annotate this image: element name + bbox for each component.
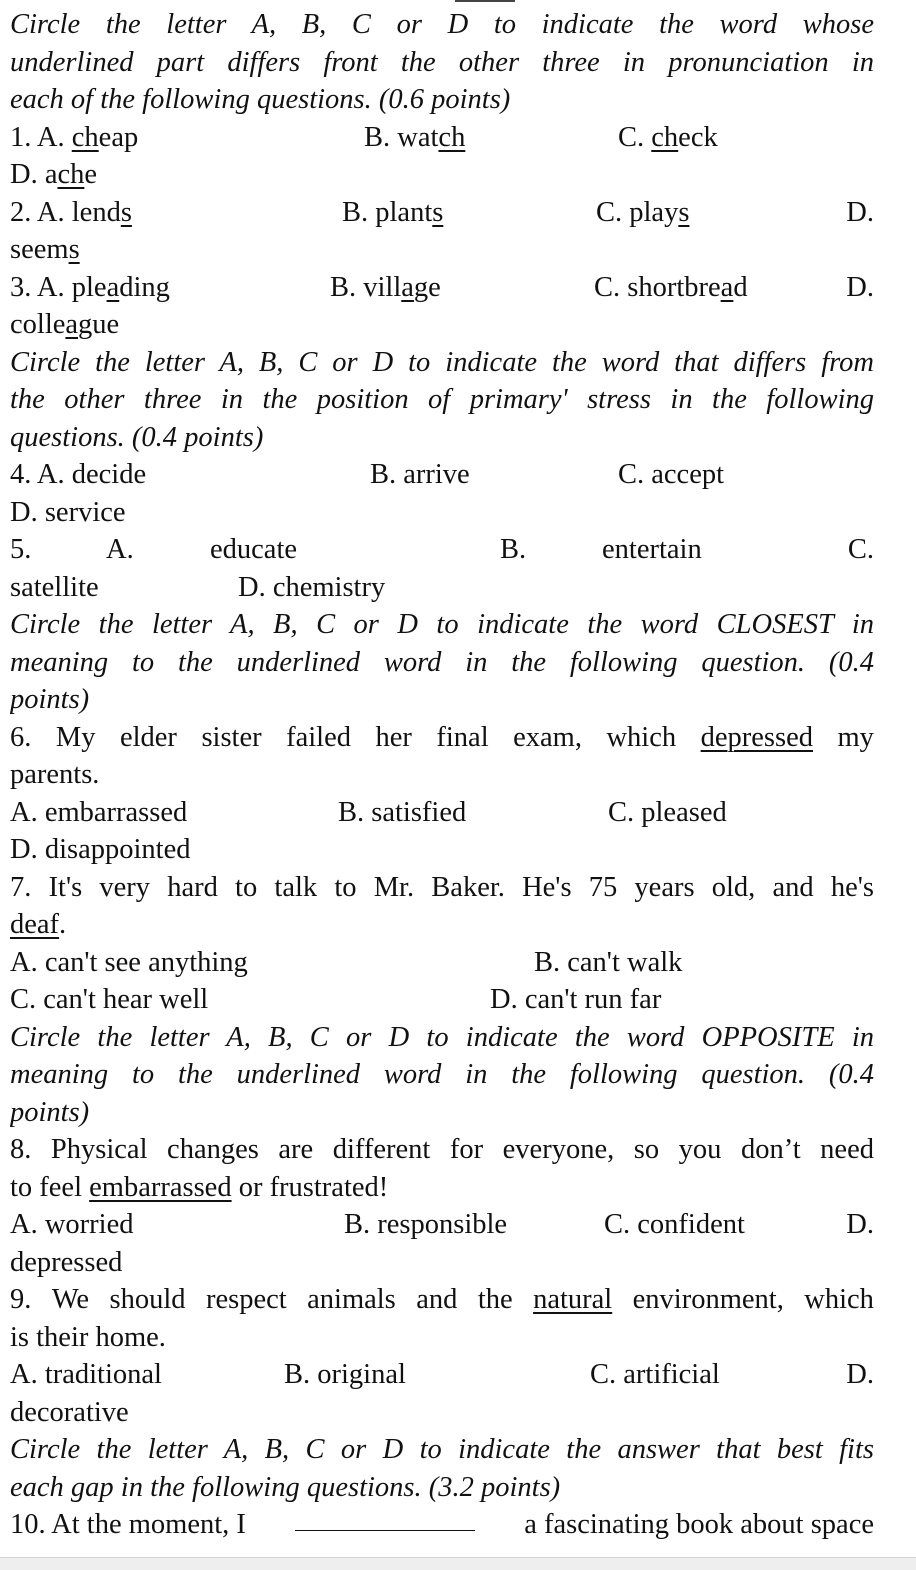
question-5-line-2: [10, 569, 874, 607]
q5-option-c[interactable]: satellite: [10, 571, 99, 603]
q3-option-c[interactable]: C. shortbread: [594, 271, 748, 303]
q6-option-c[interactable]: C. pleased: [608, 796, 727, 828]
question-9-stem: 9. We should respect animals and the natural environment, which: [10, 1281, 874, 1319]
question-6-stem-line-2: parents.: [10, 759, 100, 790]
q8-option-d[interactable]: depressed: [10, 1246, 123, 1278]
question-5-options: [10, 531, 874, 569]
q8-option-d-label[interactable]: D.: [846, 1209, 874, 1240]
q7-underlined-word: deaf: [10, 909, 60, 940]
q6-option-a[interactable]: A. embarrassed: [10, 796, 188, 828]
q5-option-a[interactable]: educate: [210, 534, 298, 565]
q10-answer-blank[interactable]: [295, 1506, 475, 1531]
q8-option-a[interactable]: A. worried: [10, 1209, 134, 1240]
instruction-pronunciation-line-2: underlined part differs front the other three in pronunciation in: [10, 46, 874, 78]
question-3-options: [10, 269, 874, 307]
q3-option-b[interactable]: B. village: [330, 271, 441, 303]
instruction-opposite-line-1: Circle the letter A, B, C or D to indicate the word OPPOSITE in: [10, 1021, 874, 1053]
top-edge-fragment: [455, 0, 515, 2]
q3-option-a[interactable]: 3. A. pleading: [10, 271, 170, 303]
instruction-stress-line-2: the other three in the position of primary' stress in the following: [10, 384, 874, 415]
instruction-opposite-line-3: points): [10, 1096, 90, 1128]
question-8-stem-line-2: to feel embarrassed or frustrated!: [10, 1171, 389, 1203]
q4-option-d[interactable]: D. service: [10, 496, 126, 528]
q7-option-d[interactable]: D. can't run far: [490, 984, 662, 1015]
instruction-closest-line-2: meaning to the underlined word in the following question. (0.4: [10, 646, 874, 678]
q9-underlined-word: natural: [533, 1284, 613, 1315]
q7-option-c[interactable]: C. can't hear well: [10, 984, 209, 1015]
q9-option-b[interactable]: B. original: [284, 1359, 406, 1390]
q2-option-c[interactable]: C. plays: [596, 196, 690, 228]
question-8-stem: 8. Physical changes are different for everyone, so you don’t need: [10, 1134, 874, 1165]
question-9-stem-line-2: is their home.: [10, 1321, 166, 1353]
q9-option-a[interactable]: A. traditional: [10, 1359, 162, 1390]
q2-option-d-label[interactable]: D.: [846, 196, 874, 228]
question-6-options: [10, 794, 874, 832]
instruction-gap-fill-line-1: Circle the letter A, B, C or D to indicate the answer that best fits: [10, 1434, 874, 1465]
instruction-pronunciation-line-3: each of the following questions. (0.6 points): [10, 84, 511, 115]
question-4-options: [10, 456, 874, 494]
q6-option-d[interactable]: D. disappointed: [10, 834, 191, 865]
q6-underlined-word: depressed: [700, 721, 813, 753]
question-7-stem: 7. It's very hard to talk to Mr. Baker. He's 75 years old, and he's: [10, 871, 874, 903]
question-2-options: [10, 194, 874, 232]
instruction-pronunciation-line-1: Circle the letter A, B, C or D to indicate the word whose: [10, 9, 874, 40]
q5-option-a-label[interactable]: A.: [106, 534, 134, 565]
q1-option-d[interactable]: D. ache: [10, 159, 98, 190]
q4-option-a[interactable]: 4. A. decide: [10, 459, 147, 490]
q5-option-c-label[interactable]: C.: [847, 534, 874, 565]
instruction-closest-line-3: points): [10, 684, 90, 715]
q1-option-a[interactable]: 1. A. cheap: [10, 121, 139, 153]
q7-option-b[interactable]: B. can't walk: [534, 946, 683, 978]
q4-option-c[interactable]: C. accept: [618, 459, 725, 490]
question-7-options-row-2: [10, 981, 874, 1019]
q2-option-d[interactable]: seems: [10, 234, 80, 265]
q1-option-b[interactable]: B. watch: [364, 121, 466, 153]
q2-option-a[interactable]: 2. A. lends: [10, 196, 132, 228]
question-7-stem-line-2: deaf.: [10, 909, 67, 940]
question-8-options: [10, 1206, 874, 1244]
worksheet: [10, 6, 874, 1544]
instruction-opposite-line-2: meaning to the underlined word in the following question. (0.4: [10, 1059, 874, 1090]
q5-number: 5.: [10, 534, 32, 565]
instruction-stress-line-1: Circle the letter A, B, C or D to indicate the word that differs from: [10, 346, 874, 378]
q3-option-d[interactable]: colleague: [10, 309, 120, 340]
instruction-stress-line-3: questions. (0.4 points): [10, 421, 264, 453]
bottom-scroll-edge: [0, 1557, 916, 1570]
q8-option-c[interactable]: C. confident: [604, 1209, 745, 1240]
instruction-closest-line-1: Circle the letter A, B, C or D to indicate the word CLOSEST in: [10, 609, 874, 640]
q8-underlined-word: embarrassed: [89, 1171, 232, 1203]
q1-option-c[interactable]: C. check: [618, 121, 718, 153]
q2-option-b[interactable]: B. plants: [342, 196, 444, 228]
q3-option-d-label[interactable]: D.: [846, 271, 874, 303]
question-10-stem: 10. At the moment, I a fascinating book about space: [10, 1506, 874, 1544]
q8-option-b[interactable]: B. responsible: [344, 1209, 508, 1240]
q9-option-c[interactable]: C. artificial: [590, 1359, 720, 1390]
question-1-options: [10, 119, 874, 157]
q5-option-b[interactable]: entertain: [602, 534, 702, 565]
q5-option-d[interactable]: D. chemistry: [238, 571, 386, 603]
q4-option-b[interactable]: B. arrive: [370, 459, 470, 490]
q9-option-d-label[interactable]: D.: [846, 1359, 874, 1390]
question-6-stem: 6. My elder sister failed her final exam, which depressed my: [10, 719, 874, 757]
q5-option-b-label[interactable]: B.: [500, 534, 527, 565]
q9-option-d[interactable]: decorative: [10, 1396, 129, 1428]
question-7-options-row-1: [10, 944, 874, 982]
instruction-gap-fill-line-2: each gap in the following questions. (3.2 points): [10, 1471, 561, 1503]
q6-option-b[interactable]: B. satisfied: [338, 796, 467, 828]
question-9-options: [10, 1356, 874, 1394]
q7-option-a[interactable]: A. can't see anything: [10, 946, 248, 978]
